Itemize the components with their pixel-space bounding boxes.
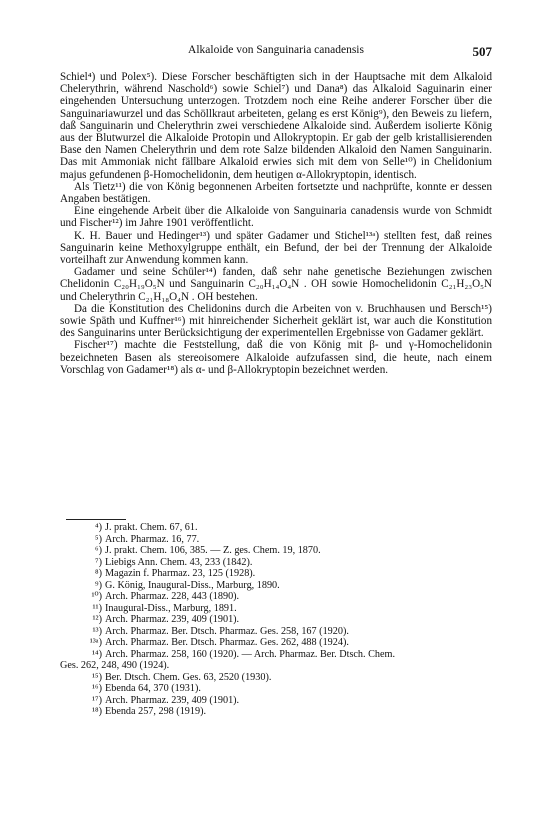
- running-title: Alkaloide von Sanguinaria canadensis: [188, 44, 364, 56]
- footnote: [60, 626, 492, 638]
- footnote: [60, 614, 492, 626]
- footnote: [60, 522, 492, 534]
- body-text: [60, 71, 492, 376]
- footnote-mark: ⁵): [95, 533, 102, 545]
- paragraph: Fischer¹⁷) machte die Feststellung, daß die von König mit β- und γ-Homochelidonin bezeichneten Basen als stereoisomere Alkaloide aufzufassen sind, die heute, nach einem Vorschlag von Gadamer¹⁸) als α- und β-Allokryptopin bezeichnet werden.: [60, 339, 492, 376]
- footnote-text: J. prakt. Chem. 106, 385. — Z. ges. Chem. 19, 1870.: [105, 545, 321, 556]
- footnote: [60, 683, 492, 695]
- footnote-mark: ¹³ᵃ): [89, 637, 102, 648]
- footnote: [60, 580, 492, 592]
- footnote-text: Arch. Pharmaz. 239, 409 (1901).: [105, 694, 240, 706]
- footnote-text: Arch. Pharmaz. 258, 160 (1920). — Arch. Pharmaz. Ber. Dtsch. Chem.: [105, 648, 395, 660]
- footnote-mark: ⁴): [95, 522, 102, 533]
- page-header: [60, 44, 492, 60]
- paragraph: Da die Konstitution des Chelidonins durch die Arbeiten von v. Bruchhausen und Bersch¹⁵) sowie Späth und Kuffner¹⁶) mit hinreichender Sicherheit geklärt ist, war auch die Konstitution des Sanguinarins unter Berücksichtigung der experimentellen Ergebnisse von Gadamer geklärt.: [60, 302, 492, 340]
- footnote: [60, 534, 492, 546]
- footnote: [60, 706, 492, 718]
- footnote-mark: ⁹): [95, 579, 102, 591]
- footnote-mark: ¹⁸): [92, 706, 102, 717]
- footnote-text: Arch. Pharmaz. 239, 409 (1901).: [105, 614, 240, 625]
- footnote-text: Ebenda 257, 298 (1919).: [105, 706, 207, 717]
- footnote-mark: ¹⁴): [92, 648, 102, 660]
- footnote-text: Inaugural-Diss., Marburg, 1891.: [105, 602, 237, 614]
- footnote-text: Arch. Pharmaz. 228, 443 (1890).: [105, 591, 240, 602]
- footnote: [60, 672, 492, 684]
- footnote-text: Magazin f. Pharmaz. 23, 125 (1928).: [105, 568, 256, 579]
- footnote-separator: [66, 519, 126, 520]
- footnote: [60, 603, 492, 615]
- footnote: [60, 557, 492, 569]
- paragraph: Als Tietz¹¹) die von König begonnenen Arbeiten fortsetzte und nachprüfte, konnte er dessen Angaben bestätigen.: [60, 180, 492, 206]
- footnote-mark: ¹⁵): [92, 671, 102, 683]
- footnote: [60, 545, 492, 557]
- footnote-text: G. König, Inaugural-Diss., Marburg, 1890.: [105, 579, 280, 591]
- footnote-mark: ¹⁷): [92, 694, 102, 706]
- footnote-text: J. prakt. Chem. 67, 61.: [105, 522, 198, 533]
- footnote-mark: ¹¹): [92, 602, 102, 614]
- footnote-mark: ¹⁰): [91, 591, 102, 602]
- paragraph: Schiel⁴) und Polex⁵). Diese Forscher beschäftigten sich in der Hauptsache mit dem Alkaloid Chelerythrin, während Naschold⁶) sowie Schiel⁷) und Dana⁸) das Alkaloid Saguinarin einer eingehenden Untersuchung unterzogen. Trotzdem noch eine Reihe anderer Forscher über die Sanguinariawurzel und das Schöllkraut arbeiteten, gelang es erst König⁹), den Beweis zu liefern, daß Sanguinarin und Chelerythrin zwei verschiedene Alkaloide sind. Außerdem isolierte König aus der Blutwurzel die Alkaloide Protopin und Allokryptopin. Er gab der gelb kristallisierenden Base den Namen Chelerythrin und dem rote Salze bildenden Alkaloid den Namen Sanguinarin. Das mit Ammoniak nicht fällbare Alkaloid erwies sich mit dem von Selle¹⁰) in Chelidonium majus gefundenen β-Homochelidonin, dem heutigen α-Allokryptopin, identisch.: [60, 71, 492, 181]
- footnote: [60, 591, 492, 603]
- footnote-text: Ges. 262, 248, 490 (1924).: [60, 660, 170, 671]
- paragraph: Eine eingehende Arbeit über die Alkaloide von Sanguinaria canadensis wurde von Schmidt und Fischer¹²) im Jahre 1901 veröffentlicht.: [60, 205, 492, 230]
- footnote: [60, 568, 492, 580]
- footnote-text: Arch. Pharmaz. Ber. Dtsch. Pharmaz. Ges. 258, 167 (1920).: [105, 625, 349, 637]
- footnote-continuation: [60, 660, 492, 672]
- footnote-mark: ¹⁶): [92, 683, 102, 694]
- footnote-text: Arch. Pharmaz. 16, 77.: [105, 533, 200, 545]
- footnote: [60, 637, 492, 649]
- footnote: [60, 649, 492, 661]
- footnote-text: Ebenda 64, 370 (1931).: [105, 683, 201, 694]
- footnote-mark: ⁷): [95, 556, 102, 568]
- paragraph: K. H. Bauer und Hedinger¹³) und später Gadamer und Stichel¹³ᵃ) stellten fest, daß reines Sanguinarin keine Methoxylgruppe enthält, ein Befund, der bei der Trennung der Alkaloide vorteilhaft zur Anwendung kommen kann.: [60, 229, 492, 267]
- footnote-text: Liebigs Ann. Chem. 43, 233 (1842).: [105, 556, 253, 568]
- footnotes: [60, 522, 492, 718]
- page-number: 507: [472, 44, 492, 59]
- footnote-mark: ¹²): [92, 614, 102, 625]
- paragraph: Gadamer und seine Schüler¹⁴) fanden, daß sehr nahe genetische Beziehungen zwischen Chelidonin C₂₀H₁₉O₅N und Sanguinarin C₂₀H₁₄O₄N . OH sowie Homochelidonin C₂₁H₂₃O₅N und Chelerythrin C₂₁H₁₈O₄N . OH bestehen.: [60, 266, 492, 303]
- footnote: [60, 695, 492, 707]
- footnote-text: Ber. Dtsch. Chem. Ges. 63, 2520 (1930).: [105, 671, 272, 683]
- footnote-mark: ⁸): [95, 568, 102, 579]
- footnote-mark: ¹³): [92, 625, 102, 637]
- footnote-mark: ⁶): [95, 545, 102, 556]
- footnote-text: Arch. Pharmaz. Ber. Dtsch. Pharmaz. Ges. 262, 488 (1924).: [105, 637, 349, 648]
